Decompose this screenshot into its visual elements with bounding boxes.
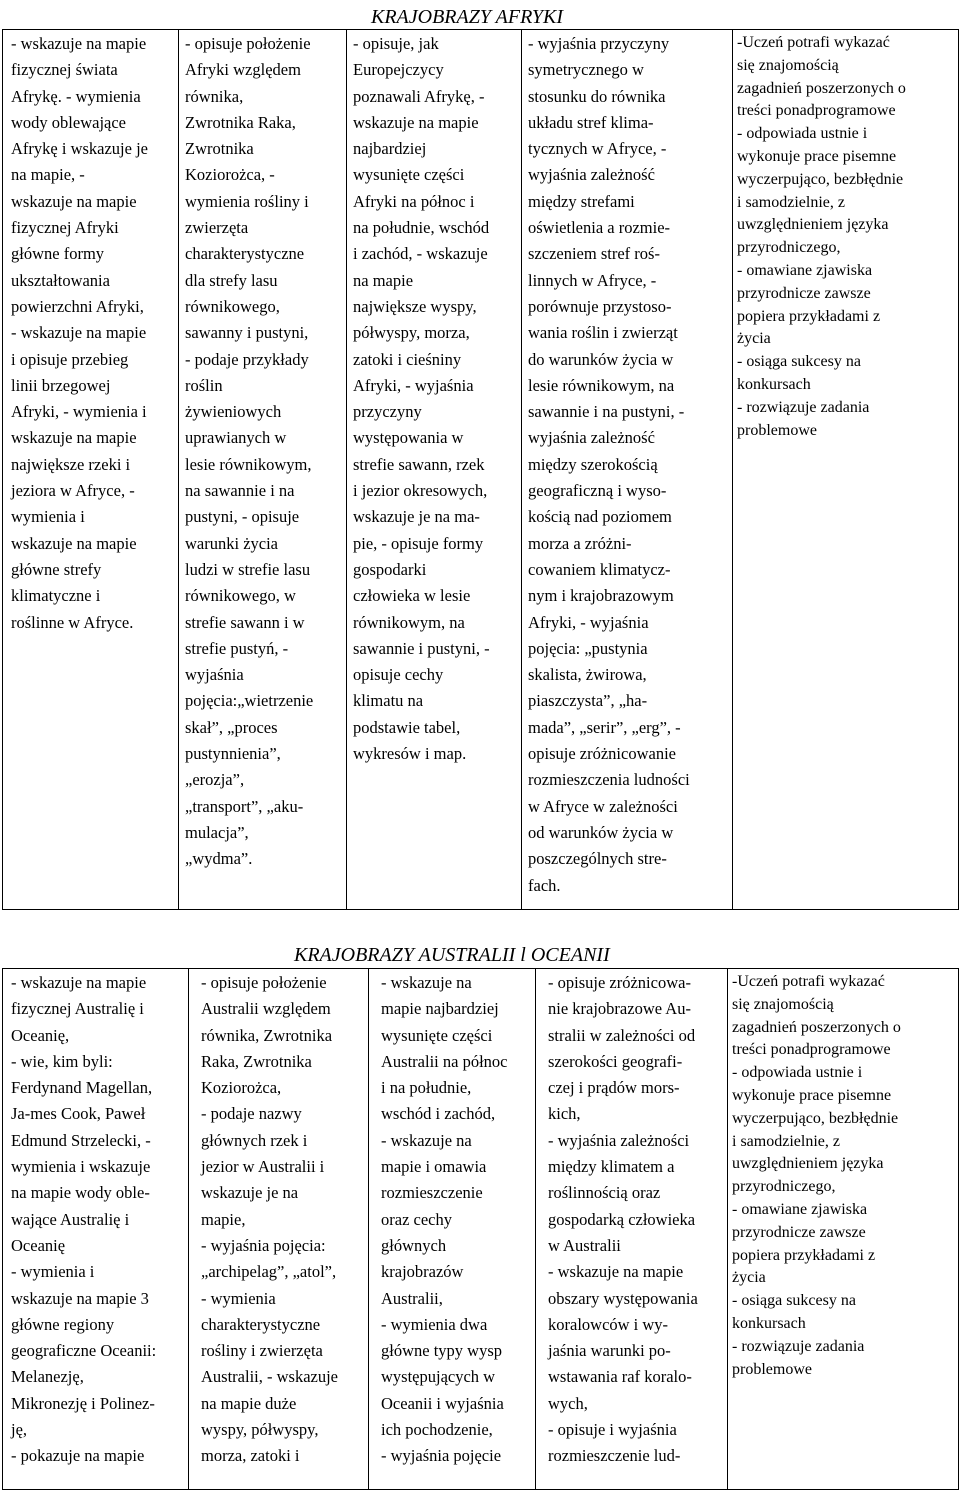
cell-text: -Uczeń potrafi wykazać się znajomością zagadnień poszerzonych o treści ponadprogramowe - odpowiada ustnie i wykonuje prace pisemne wyczerpująco, bezbłędnie i samodzielnie, z uwzględnieniem języka przyrodniczego, - omawiane zjawiska przyrodnicze zawsze popiera przykładami z życia - osiąga sukcesy na konkursach - rozwiązuje zadania problemowe <box>732 973 901 1378</box>
table-cell-grade-3 <box>179 30 347 910</box>
cell-text: - opisuje położenie Afryki względem równika, Zwrotnika Raka, Zwrotnika Koziorożca, - wymienia rośliny i zwierzęta charakterystyczne dla strefy lasu równikowego, sawanny i pustyni, - podaje przykłady roślin żywieniowych uprawianych w lesie równikowym, na sawannie i na pustyni, - opisuje warunki życia ludzi w strefie lasu równikowego, w strefie sawann i w strefie pustyń, - wyjaśnia pojęcia:„wietrzenie skał”, „proces pustynnienia”, „erozja”, „transport”, „aku- mulacja”, „wydma”. <box>185 34 314 869</box>
cell-text: - opisuje zróżnicowa- nie krajobrazowe Au- stralii w zależności od szerokości geografi- czej i prądów mors- kich, - wyjaśnia zależności między klimatem a roślinnością oraz gospodarką człowieka w Australii - wskazuje na mapie obszary występowania koralowców i wy- jaśnia warunki po- wstawania raf koralo- wych, - opisuje i wyjaśnia rozmieszczenie lud- <box>548 973 698 1466</box>
table-cell-grade-6 <box>728 969 959 1490</box>
cell-text: -Uczeń potrafi wykazać się znajomością zagadnień poszerzonych o treści ponadprogramowe - odpowiada ustnie i wykonuje prace pisemne wyczerpująco, bezbłędnie i samodzielnie, z uwzględnieniem języka przyrodniczego, - omawiane zjawiska przyrodnicze zawsze popiera przykładami z życia - osiąga sukcesy na konkursach - rozwiązuje zadania problemowe <box>737 34 906 439</box>
table-cell-grade-6 <box>733 30 959 910</box>
cell-text: - wskazuje na mapie najbardziej wysunięte części Australii na północ i na południe, wschód i zachód, - wskazuje na mapie i omawia rozmieszczenie oraz cechy głównych krajobrazów Australii, - wymienia dwa główne typy wysp występujących w Oceanii i wyjaśnia ich pochodzenie, - wyjaśnia pojęcie <box>381 973 508 1466</box>
table-cell-grade-4 <box>347 30 522 910</box>
cell-text: - wyjaśnia przyczyny symetrycznego w stosunku do równika układu stref klima- tycznych w Afryce, - wyjaśnia zależność między strefami oświetlenia a rozmie- szczeniem stref roś- linnych w Afryce, - porównuje przystoso- wania roślin i zwierząt do warunków życia w lesie równikowym, na sawannie i na pustyni, - wyjaśnia zależność między szerokością geograficzną i wyso- kością nad poziomem morza a zróżni- cowaniem klimatycz- nym i krajobrazowym Afryki, - wyjaśnia pojęcia: „pustynia skalista, żwirowa, piaszczysta”, „ha- mada”, „serir”, „erg”, - opisuje zróżnicowanie rozmieszczenia ludności w Afryce w zależności od warunków życia w poszczególnych stre- fach. <box>528 34 690 895</box>
table-row <box>3 30 959 910</box>
table-cell-grade-5 <box>536 969 728 1490</box>
table-cell-grade-3 <box>189 969 369 1490</box>
table-cell-grade-2 <box>3 30 179 910</box>
cell-text: - opisuje położenie Australii względem równika, Zwrotnika Raka, Zwrotnika Koziorożca, - podaje nazwy głównych rzek i jezior w Australii i wskazuje je na mapie, - wyjaśnia pojęcia: „archipelag”, „atol”, - wymienia charakterystyczne rośliny i zwierzęta Australii, - wskazuje na mapie duże wyspy, półwyspy, morza, zatoki i <box>201 973 339 1466</box>
cell-text: - wskazuje na mapie fizycznej świata Afrykę. - wymienia wody oblewające Afrykę i wskazuje je na mapie, - wskazuje na mapie fizycznej Afryki główne formy ukształtowania powierzchni Afryki, - wskazuje na mapie i opisuje przebieg linii brzegowej Afryki, - wymienia i wskazuje na mapie największe rzeki i jeziora w Afryce, - wymienia i wskazuje na mapie główne strefy klimatyczne i roślinne w Afryce. <box>11 34 148 632</box>
requirements-table-africa <box>2 29 959 910</box>
cell-text: - wskazuje na mapie fizycznej Australię i Oceanię, - wie, kim byli: Ferdynand Magellan, Ja-mes Cook, Paweł Edmund Strzelecki, - wymienia i wskazuje na mapie wody oble- wające Australię i Oceanię - wymienia i wskazuje na mapie 3 główne regiony geograficzne Oceanii: Melanezję, Mikronezję i Polinez- ję, - pokazuje na mapie <box>11 973 157 1466</box>
section-heading-africa: KRAJOBRAZY AFRYKI <box>371 6 564 28</box>
table-cell-grade-2 <box>3 969 189 1490</box>
table-row <box>3 969 959 1490</box>
table-cell-grade-4 <box>369 969 536 1490</box>
table-cell-grade-5 <box>522 30 733 910</box>
cell-text: - opisuje, jak Europejczycy poznawali Afrykę, - wskazuje na mapie najbardziej wysunięte części Afryki na północ i na południe, wschód i zachód, - wskazuje na mapie największe wyspy, półwyspy, morza, zatoki i cieśniny Afryki, - wyjaśnia przyczyny występowania w strefie sawann, rzek i jezior okresowych, wskazuje je na ma- pie, - opisuje formy gospodarki człowieka w lesie równikowym, na sawannie i pustyni, - opisuje cechy klimatu na podstawie tabel, wykresów i map. <box>353 34 490 764</box>
section-heading-australia: KRAJOBRAZY AUSTRALII l OCEANII <box>294 944 610 966</box>
requirements-table-australia <box>2 968 959 1490</box>
